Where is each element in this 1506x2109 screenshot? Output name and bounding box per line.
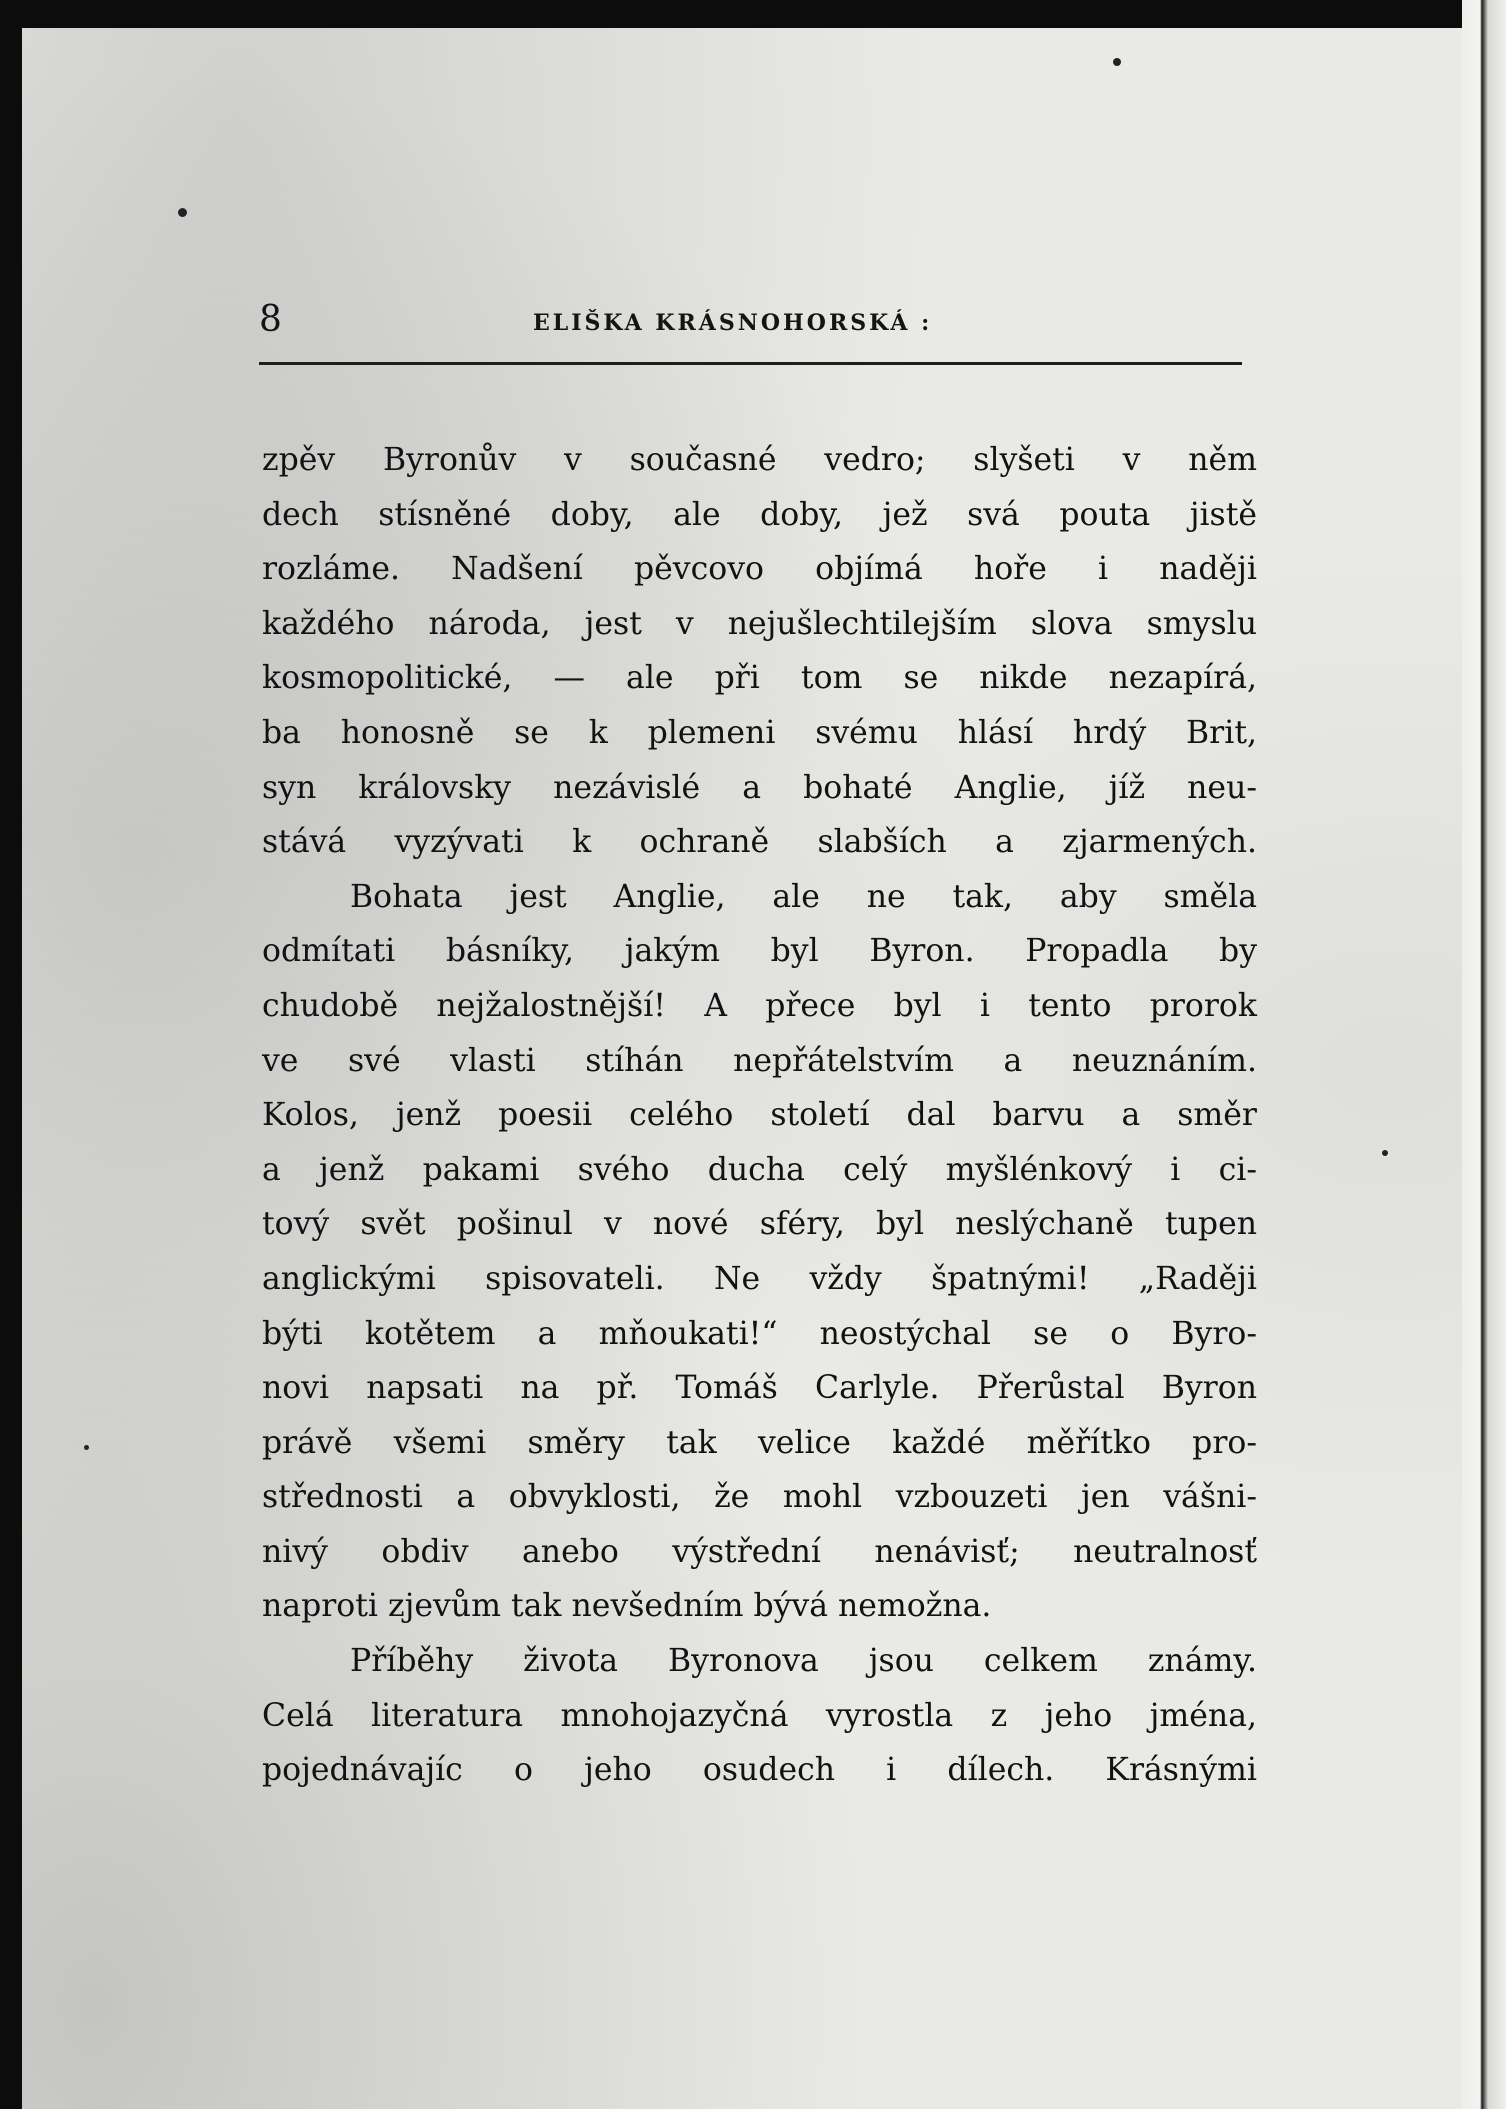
text-line: ba honosně se k plemeni svému hlásí hrdý Brit,	[262, 714, 1257, 751]
page-edge	[1462, 0, 1506, 2109]
ink-speck	[1382, 1150, 1388, 1156]
text-line: dech stísněné doby, ale doby, jež svá pouta jistě	[262, 496, 1257, 533]
text-line: zpěv Byronův v současné vedro; slyšeti v něm	[262, 442, 1257, 478]
text-line: novi napsati na př. Tomáš Carlyle. Přerůstal Byron	[262, 1370, 1257, 1407]
paragraph-start-line: Bohata jest Anglie, ale ne tak, aby směla	[350, 878, 1257, 915]
ink-speck	[178, 208, 187, 217]
text-line: střednosti a obvyklosti, že mohl vzbouzeti jen vášni-	[262, 1479, 1257, 1516]
running-title: ELIŠKA KRÁSNOHORSKÁ :	[533, 310, 933, 336]
header-rule	[259, 362, 1242, 365]
text-line: nivý obdiv anebo výstřední nenávisť; neutralnosť	[262, 1533, 1257, 1570]
text-line: chudobě nejžalostnější! A přece byl i tento prorok	[262, 987, 1257, 1024]
paragraph-start-line: Příběhy života Byronova jsou celkem známy.	[350, 1643, 1257, 1680]
text-line: anglickými spisovateli. Ne vždy špatnými! „Raději	[262, 1260, 1257, 1297]
text-line: stává vyzývati k ochraně slabších a zjarmených.	[262, 824, 1257, 861]
text-line: kosmopolitické, — ale při tom se nikde nezapírá,	[262, 660, 1257, 697]
text-line: právě všemi směry tak velice každé měřítko pro-	[262, 1424, 1257, 1461]
text-line: naproti zjevům tak nevšedním bývá nemožna.	[262, 1588, 992, 1625]
text-line: Celá literatura mnohojazyčná vyrostla z jeho jména,	[262, 1697, 1257, 1734]
text-line: každého národa, jest v nejušlechtilejším slova smyslu	[262, 605, 1257, 642]
text-line: odmítati básníky, jakým byl Byron. Propadla by	[262, 933, 1257, 970]
ink-speck	[84, 1445, 89, 1450]
text-line: syn královsky nezávislé a bohaté Anglie, jíž neu-	[262, 769, 1257, 806]
text-line: rozláme. Nadšení pěvcovo objímá hoře i naději	[262, 551, 1257, 588]
page-number: 8	[259, 299, 282, 340]
text-line: býti kotětem a mňoukati!“ neostýchal se o Byro-	[262, 1315, 1257, 1352]
text-line: tový svět pošinul v nové sféry, byl neslýchaně tupen	[262, 1206, 1257, 1243]
text-line: Kolos, jenž poesii celého století dal barvu a směr	[262, 1097, 1257, 1134]
body-text	[262, 433, 1257, 1798]
text-line: pojednávajíc o jeho osudech i dílech. Krásnými	[262, 1752, 1257, 1789]
text-line: ve své vlasti stíhán nepřátelstvím a neuznáním.	[262, 1042, 1257, 1079]
text-line: a jenž pakami svého ducha celý myšlénkový i ci-	[262, 1151, 1257, 1188]
running-header	[237, 294, 1247, 364]
ink-speck	[1113, 58, 1121, 66]
